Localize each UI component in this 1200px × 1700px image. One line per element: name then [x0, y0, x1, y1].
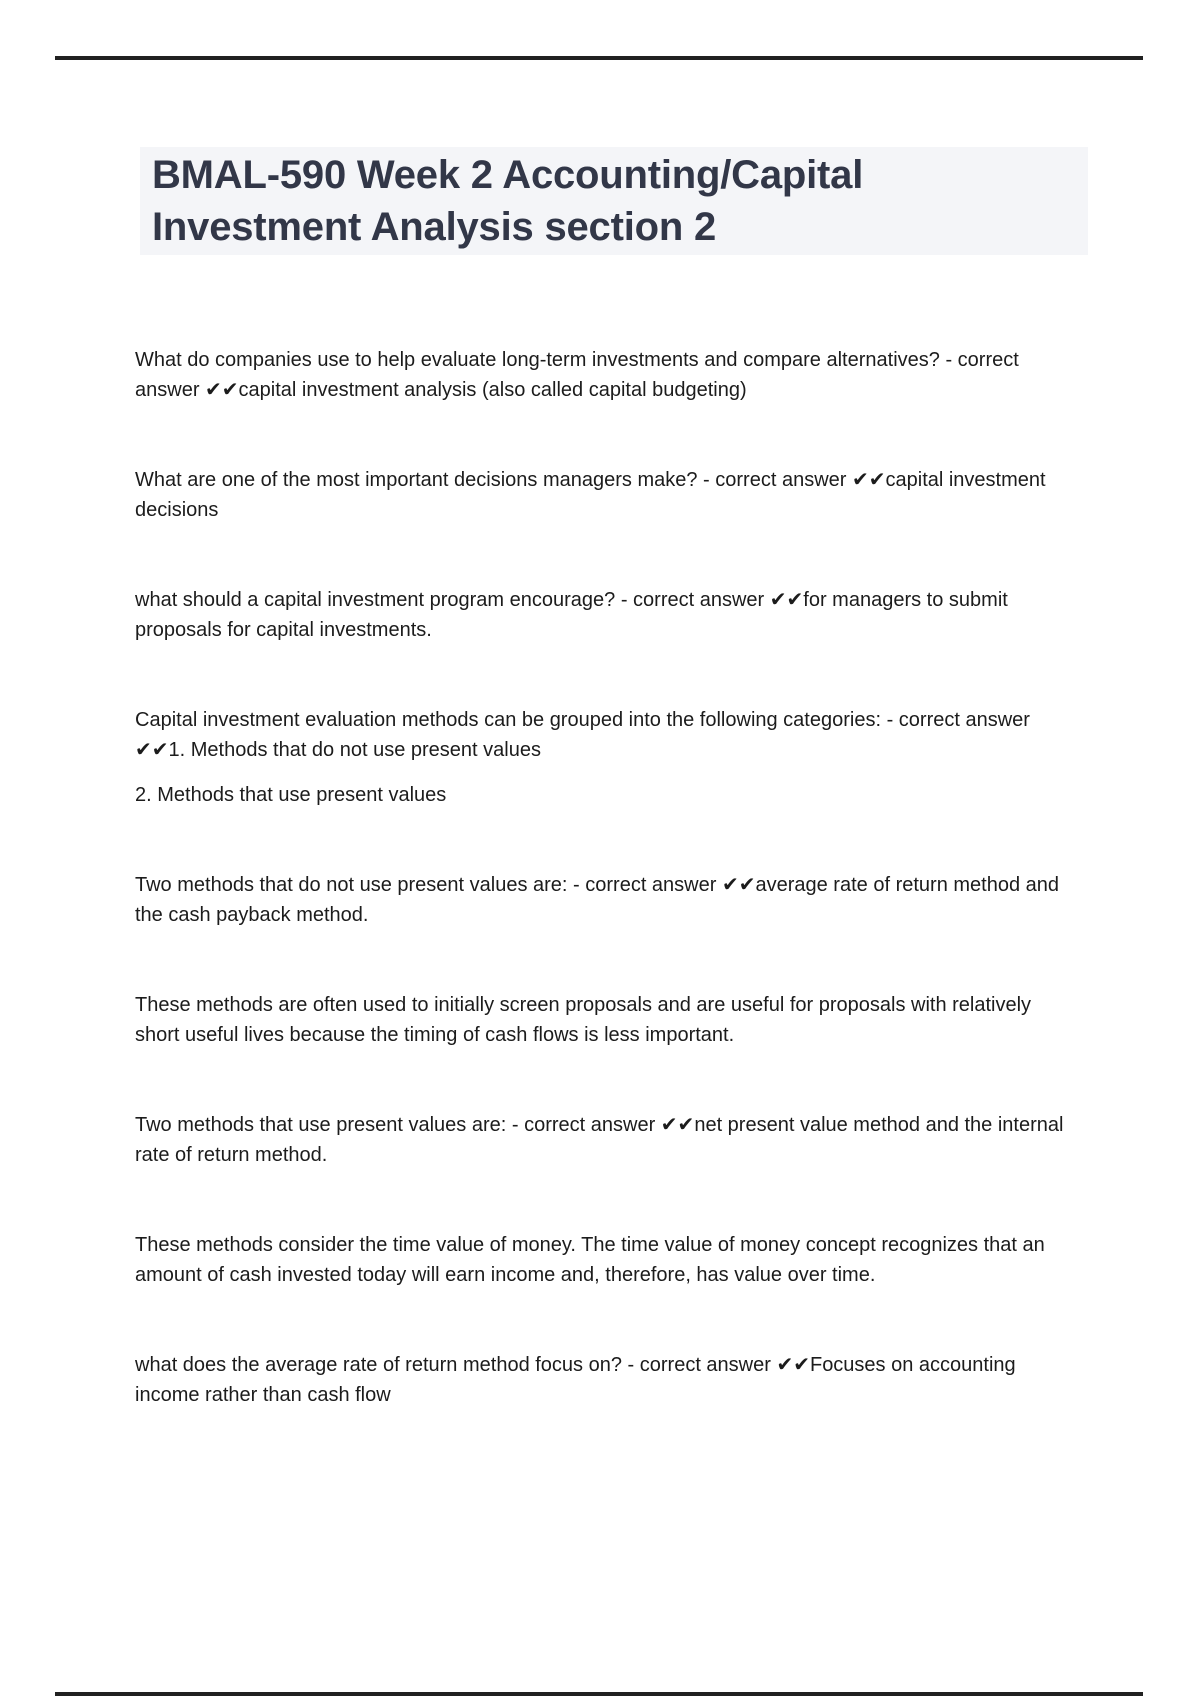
qa-paragraph: Two methods that use present values are: - correct answer ✔✔net present value method and the internal rate of return method.	[135, 1114, 1064, 1166]
document-body	[135, 345, 1065, 1470]
qa-paragraph: Two methods that do not use present values are: - correct answer ✔✔average rate of return method and the cash payback method.	[135, 874, 1060, 926]
qa-paragraph: What are one of the most important decisions managers make? - correct answer ✔✔capital investment decisions	[135, 469, 1046, 521]
qa-paragraph: Capital investment evaluation methods can be grouped into the following categories: - correct answer ✔✔1. Methods that do not use present values	[135, 709, 1030, 761]
page-title: BMAL-590 Week 2 Accounting/Capital Investment Analysis section 2	[140, 147, 1088, 255]
top-rule	[55, 56, 1143, 60]
qa-paragraph: what does the average rate of return method focus on? - correct answer ✔✔Focuses on accounting income rather than cash flow	[135, 1354, 1016, 1406]
qa-paragraph: These methods consider the time value of money. The time value of money concept recognizes that an amount of cash invested today will earn income and, therefore, has value over time.	[135, 1234, 1045, 1286]
qa-paragraph: These methods are often used to initially screen proposals and are useful for proposals with relatively short useful lives because the timing of cash flows is less important.	[135, 994, 1032, 1046]
qa-paragraph: 2. Methods that use present values	[135, 784, 447, 806]
qa-paragraph: What do companies use to help evaluate long-term investments and compare alternatives? - correct answer ✔✔capital investment analysis (also called capital budgeting)	[135, 349, 1019, 401]
bottom-rule	[55, 1692, 1143, 1696]
qa-paragraph: what should a capital investment program encourage? - correct answer ✔✔for managers to submit proposals for capital investments.	[135, 589, 1008, 641]
